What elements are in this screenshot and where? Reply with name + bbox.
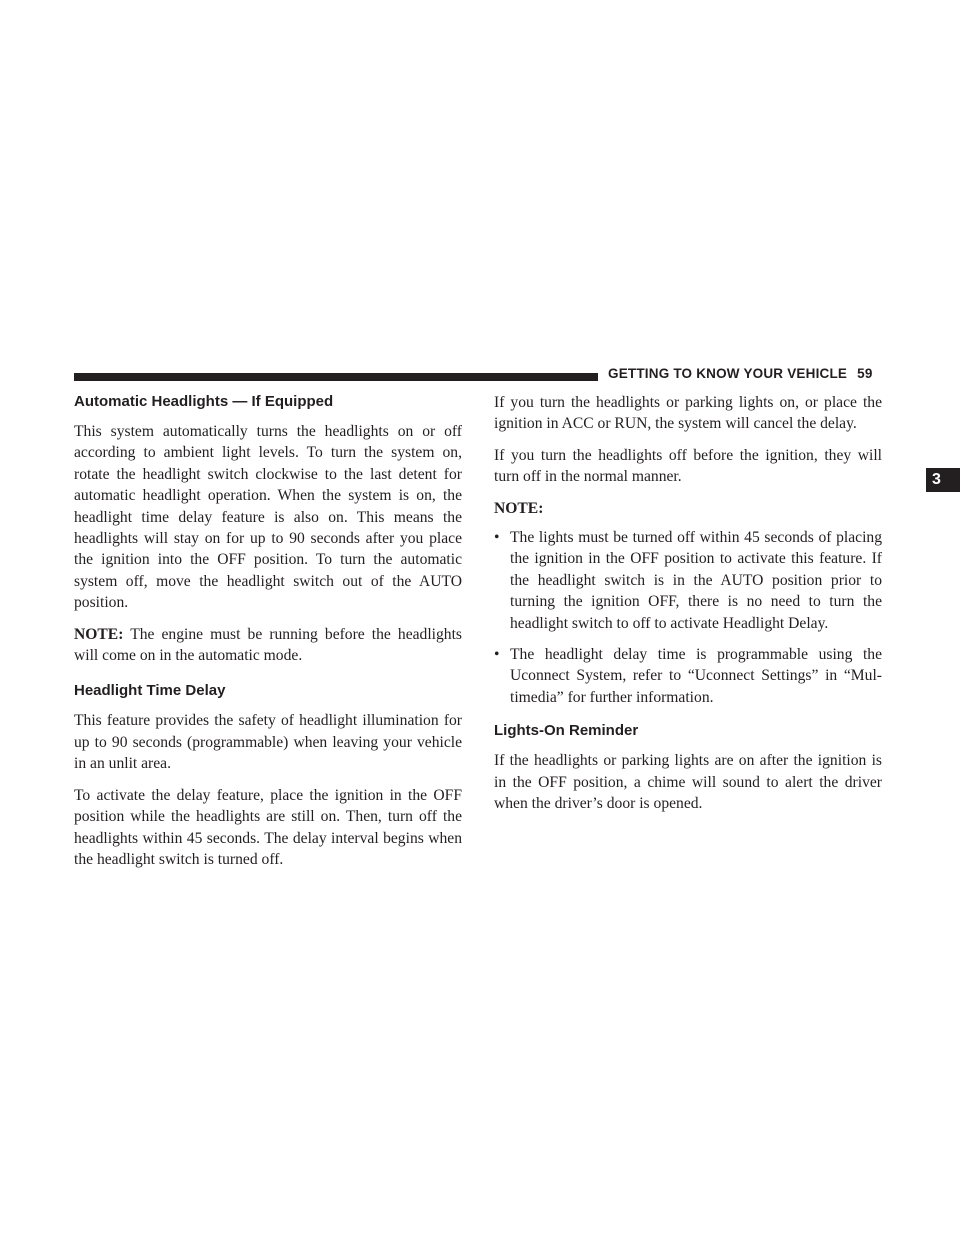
note-label: NOTE: bbox=[74, 625, 124, 643]
note-bullet-list bbox=[494, 527, 882, 708]
bullet-icon: • bbox=[494, 529, 500, 547]
paragraph-normal-manner: If you turn the headlights off before the ignition, they will turn off in the normal manner. bbox=[494, 446, 882, 486]
left-column bbox=[74, 392, 462, 880]
bullet-icon: • bbox=[494, 646, 500, 664]
bullet-text: The lights must be turned off within 45 seconds of placing the ignition in the OFF position to activate this feature. If the headlight switch is in the AUTO position prior to turning the ignition OFF, there is no need to turn the headlight switch to off to activate Headlight Delay. bbox=[510, 529, 882, 632]
page-number: 59 bbox=[857, 366, 873, 381]
note-text: The engine must be running before the headlights will come on in the automatic mode. bbox=[74, 625, 462, 665]
list-item bbox=[494, 527, 882, 634]
heading-headlight-time-delay: Headlight Time Delay bbox=[74, 682, 226, 700]
paragraph-time-delay-2: To activate the delay feature, place the ignition in the OFF position while the headlights are still on. Then, turn off the headlights within 45 seconds. The delay interval begins when the headlight switch is turned off. bbox=[74, 786, 462, 868]
note-paragraph bbox=[74, 624, 462, 667]
heading-lights-on-reminder: Lights-On Reminder bbox=[494, 722, 639, 740]
paragraph-time-delay-1: This feature provides the safety of headlight illumination for up to 90 seconds (programmable) when leaving your vehicle in an unlit area. bbox=[74, 712, 462, 773]
list-item bbox=[494, 644, 882, 708]
chapter-tab: 3 bbox=[926, 468, 960, 492]
heading-automatic-headlights: Automatic Headlights — If Equipped bbox=[74, 393, 334, 410]
right-column bbox=[494, 392, 882, 825]
header-rule bbox=[74, 373, 598, 381]
paragraph-lights-on-reminder: If the headlights or parking lights are on after the ignition is in the OFF position, a chime will sound to alert the driver when the driver’s door is opened. bbox=[494, 752, 882, 813]
bullet-text: The headlight delay time is programmable using the Uconnect System, refer to “Uconnect Settings” in “Mul-timedia” for further information. bbox=[510, 646, 882, 706]
running-header bbox=[608, 366, 873, 381]
note-heading: NOTE: bbox=[494, 499, 544, 517]
section-title: GETTING TO KNOW YOUR VEHICLE bbox=[608, 366, 848, 381]
paragraph-automatic-headlights: This system automatically turns the headlights on or off according to ambient light levels. To turn the system on, rotate the headlight switch clockwise to the last detent for automatic headlight operation. When the system is on, the headlight time delay feature is also on. This means the headlights will stay on for up to 90 seconds after you place the ignition into the OFF position. To turn the automatic system off, move the headlight switch out of the AUTO position. bbox=[74, 423, 462, 612]
paragraph-cancel-delay: If you turn the headlights or parking lights on, or place the ignition in ACC or RUN, the system will cancel the delay. bbox=[494, 394, 882, 433]
